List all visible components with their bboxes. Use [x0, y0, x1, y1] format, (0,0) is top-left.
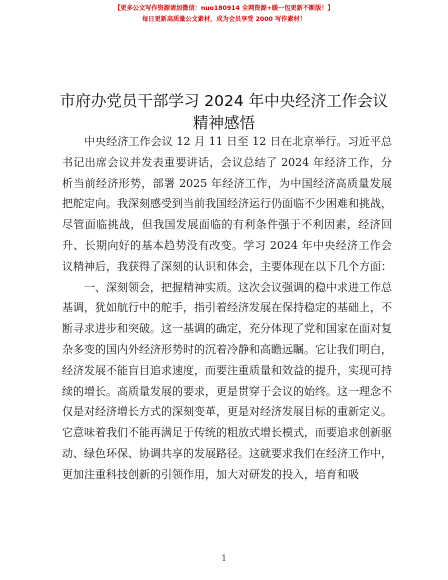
document-body [62, 132, 392, 486]
document-title-line-2: 精神感悟 [192, 114, 255, 132]
promo-banner-line-1: 【更多公文写作资源请加微信：nuo180914 全网资源+暖一包更新不断版！】 [114, 5, 334, 12]
promo-banner-line-2: 每日更新高质量公文素材，成为会员享受 2000 写作素材！ [142, 16, 306, 23]
promo-banner [0, 3, 448, 25]
paragraph-intro: 中央经济工作会议 12 月 11 日至 12 日在北京举行。习近平总书记出席会议并发表重要讲话，会议总结了 2024 年经济工作，分析当前经济形势，部署 2025 年经济工作，为中国经济高质量发展把舵定向。我深刻感受到当前我国经济运行仍面临不少困难和挑战，尽管面临挑战，但我国发展面临的有利条件强于不利因素，经济回升、长期向好的基本趋势没有改变。学习 2024 年中央经济工作会议精神后，我获得了深刻的认识和体会，主要体现在以下几个方面： [62, 135, 392, 273]
page-number: 1 [221, 554, 227, 563]
paragraph-section-one: 一、深刻领会，把握精神实质。这次会议强调的稳中求进工作总基调，犹如航行中的舵手，指引着经济发展在保持稳定的基础上，不断寻求进步和突破。这一基调的确定，充分体现了党和国家在面对复杂多变的国内外经济形势时的沉着冷静和高瞻远瞩。它让我们明白，经济发展不能盲目追求速度，而要注重质量和效益的提升，实现可持续的增长。高质量发展的要求，更是贯穿于会议的始终。这一理念不仅是对经济增长方式的深刻变革，更是对经济发展目标的重新定义。它意味着我们不能再满足于传统的粗放式增长模式，而要追求创新驱动、绿色环保、协调共享的发展路径。这就要求我们在经济工作中，更加注重科技创新的引领作用，加大对研发的投入，培育和吸 [62, 280, 392, 481]
document-title-line-1: 市府办党员干部学习 2024 年中央经济工作会议 [59, 92, 389, 110]
document-title [40, 90, 408, 134]
